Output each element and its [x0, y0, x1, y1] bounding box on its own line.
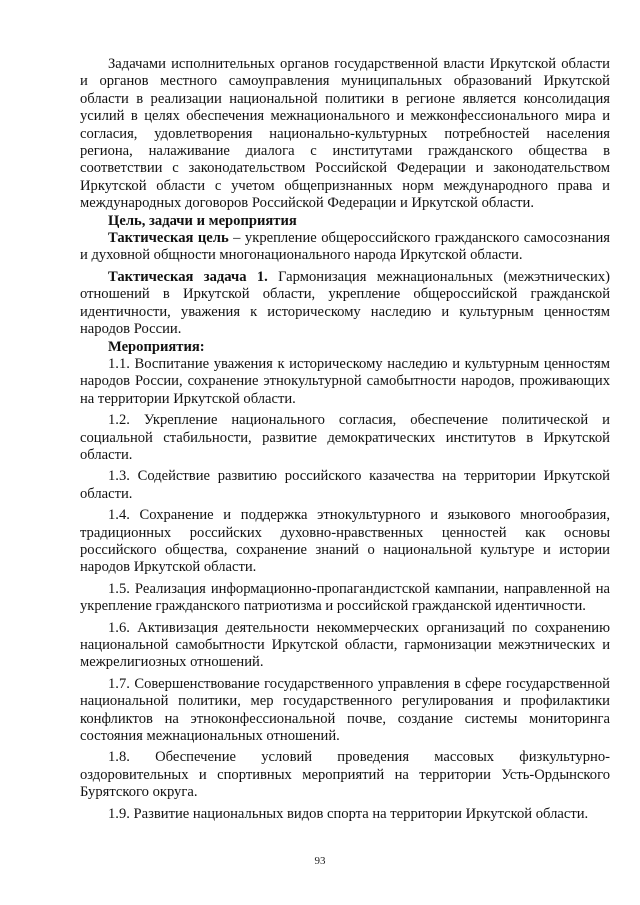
page-number: 93 [314, 855, 326, 867]
section-heading: Цель, задачи и мероприятия [108, 212, 297, 229]
measure-item: 1.2. Укрепление национального согласия, обеспечение политической и социальной стабильности, развитие демократических институтов в Иркутской области. [80, 412, 610, 463]
document-page [80, 56, 610, 823]
measure-item: 1.9. Развитие национальных видов спорта на территории Иркутской области. [108, 805, 589, 822]
goal-label: Тактическая цель [108, 230, 229, 247]
task-text: Гармонизация межнациональных (межэтнических) отношений в Иркутской области, укрепление общероссийской гражданской идентичности, уважения к историческому наследию и культурным ценностям народов России. [80, 268, 611, 338]
measure-item: 1.6. Активизация деятельности некоммерческих организаций по сохранению национальной самобытности Иркутской области, гармонизации межэтнических и межрелигиозных отношений. [80, 619, 610, 671]
measure-item: 1.5. Реализация информационно-пропагандистской кампании, направленной на укрепление гражданского патриотизма и российской гражданской идентичности. [80, 580, 610, 615]
measure-item: 1.3. Содействие развитию российского казачества на территории Иркутской области. [80, 468, 610, 502]
goal-paragraph [80, 230, 610, 265]
measures-heading: Мероприятия: [108, 338, 205, 355]
goal-text: – укрепление общероссийского гражданского самосознания и духовной общности многонационального народа Иркутской области. [80, 230, 610, 264]
measure-item: 1.8. Обеспечение условий проведения массовых физкультурно-оздоровительных и спортивных мероприятий на территории Усть-Ордынского Бурятского округа. [80, 749, 610, 801]
task-label: Тактическая задача 1. [108, 268, 268, 285]
task-paragraph [80, 269, 610, 339]
measure-item: 1.4. Сохранение и поддержка этнокультурного и языкового многообразия, традиционных российских духовно-нравственных ценностей как основы российского общества, сохранение знаний о национальной культуре и истории народов Иркутской области. [80, 507, 610, 576]
measure-item: 1.1. Воспитание уважения к историческому наследию и культурным ценностям народов России, сохранение этнокультурной самобытности народов, проживающих на территории Иркутской области. [80, 355, 610, 407]
intro-paragraph: Задачами исполнительных органов государственной власти Иркутской области и органов местного самоуправления муниципальных образований Иркутской области в реализации национальной политики в регионе является консолидация усилий в целях обеспечения межнационального и межконфессионального мира и согласия, удовлетворения национально-культурных потребностей населения региона, налаживание диалога с институтами гражданского общества в соответствии с законодательством Российской Федерации и законодательством Иркутской области с учетом общепризнанных норм международного права и международных договоров Российской Федерации и Иркутской области. [80, 56, 610, 212]
measure-item: 1.7. Совершенствование государственного управления в сфере государственной национальной политики, мер государственного регулирования и профилактики конфликтов на этноконфессиональной почве, создание системы мониторинга состояния межнациональных отношений. [80, 675, 610, 745]
